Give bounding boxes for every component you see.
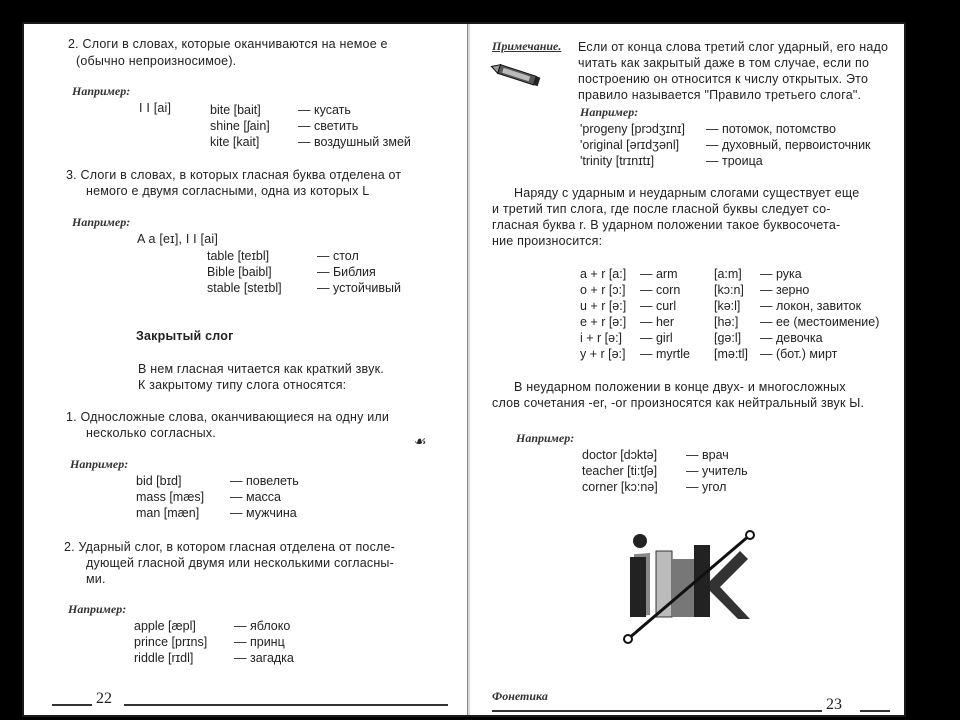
- ornament-icon: ☙: [414, 433, 427, 449]
- letter-combination: i + r [ə:]: [580, 331, 623, 345]
- closed-item1-line2: несколько согласных.: [86, 426, 216, 440]
- russian-translation: — потомок, потомство: [706, 122, 836, 136]
- russian-translation: — воздушный змей: [298, 135, 411, 149]
- russian-translation: — масса: [230, 490, 281, 504]
- russian-translation: — локон, завиток: [760, 299, 862, 313]
- closed-item2-line2: дующей гласной двумя или несколькими согласны-: [86, 556, 394, 570]
- item2-line2: (обычно непроизносимое).: [76, 54, 237, 68]
- example-label: Например:: [72, 215, 131, 229]
- english-word: doctor [dɔktə]: [582, 448, 658, 462]
- russian-translation: — яблоко: [234, 619, 291, 633]
- letter-combination: u + r [ə:]: [580, 299, 627, 313]
- section-title: Закрытый слог: [136, 329, 234, 343]
- russian-translation: — угол: [686, 480, 727, 494]
- russian-translation: — учитель: [686, 464, 748, 478]
- letters-illustration: [622, 529, 762, 644]
- russian-translation: — светить: [298, 119, 359, 133]
- note-line: построению он относится к числу открытых. Это: [578, 72, 869, 86]
- transcription: [gə:l]: [714, 331, 742, 345]
- example-word: — her: [640, 315, 675, 329]
- english-word: teacher [ti:tʃə]: [582, 464, 658, 478]
- english-word: 'progeny [prɔdʒɪnɪ]: [580, 122, 685, 136]
- example-word: — corn: [640, 283, 681, 297]
- example-label: Например:: [516, 431, 575, 445]
- page-number: 22: [96, 690, 112, 707]
- english-word: apple [æpl]: [134, 619, 196, 633]
- example-label: Например:: [580, 105, 639, 119]
- russian-translation: — кусать: [298, 103, 351, 117]
- item3-line2: немого е двумя согласными, одна из которых L: [86, 184, 370, 198]
- english-word: shine [ʃain]: [210, 119, 270, 133]
- russian-translation: — мужчина: [230, 506, 297, 520]
- transcription: [kɔ:n]: [714, 283, 744, 297]
- item2-line1: 2. Слоги в словах, которые оканчиваются на немое е: [68, 37, 388, 51]
- closed-item1-line1: 1. Односложные слова, оканчивающиеся на одну или: [66, 410, 390, 424]
- english-word: 'trinity [trɪnɪtɪ]: [580, 154, 655, 168]
- left-page: [24, 24, 468, 715]
- russian-translation: — зерно: [760, 283, 810, 297]
- example-word: — arm: [640, 267, 678, 281]
- example-label: Например:: [70, 457, 129, 471]
- paragraph-line: гласная буква r. В ударном положении такое буквосочета-: [492, 218, 841, 232]
- letter-combination: a + r [a:]: [580, 267, 627, 281]
- footer-rule: [52, 704, 92, 706]
- russian-translation: — стол: [317, 249, 359, 263]
- russian-translation: — врач: [686, 448, 729, 462]
- book-spread: [22, 22, 906, 717]
- closed-item2-line1: 2. Ударный слог, в котором гласная отделена от после-: [64, 540, 396, 554]
- section-description: В нем гласная читается как краткий звук.: [138, 362, 384, 376]
- note-line: правило называется "Правило третьего слога".: [578, 88, 862, 102]
- russian-translation: — ее (местоимение): [760, 315, 880, 329]
- paragraph-line: ние произносится:: [492, 234, 603, 248]
- example-label: Например:: [68, 602, 127, 616]
- note-line: Если от конца слова третий слог ударный, его надо: [578, 40, 889, 54]
- english-word: kite [kait]: [210, 135, 260, 149]
- example-word: — myrtle: [640, 347, 690, 361]
- russian-translation: — Библия: [317, 265, 376, 279]
- russian-translation: — устойчивый: [317, 281, 401, 295]
- english-word: bite [bait]: [210, 103, 261, 117]
- example-word: — curl: [640, 299, 677, 313]
- letter-combination: o + r [ɔ:]: [580, 283, 626, 297]
- english-word: Bible [baibl]: [207, 265, 272, 279]
- example-header: I I [ai]: [139, 101, 172, 115]
- closed-item2-line3: ми.: [86, 572, 106, 586]
- example-label: Например:: [72, 84, 131, 98]
- footer-rule: [492, 710, 822, 712]
- section-description: К закрытому типу слога относятся:: [138, 378, 347, 392]
- pencil-icon: [488, 60, 544, 90]
- note-line: читать как закрытый даже в том случае, если по: [578, 56, 870, 70]
- footer-rule: [860, 710, 890, 712]
- english-word: prince [prɪns]: [134, 635, 208, 649]
- english-word: riddle [rɪdl]: [134, 651, 194, 665]
- english-word: stable [steɪbl]: [207, 281, 282, 295]
- russian-translation: — троица: [706, 154, 763, 168]
- english-word: man [mæn]: [136, 506, 200, 520]
- english-word: mass [mæs]: [136, 490, 205, 504]
- english-word: table [teɪbl]: [207, 249, 270, 263]
- english-word: 'original [ərɪdʒənl]: [580, 138, 680, 152]
- item3-line1: 3. Слоги в словах, в которых гласная буква отделена от: [66, 168, 402, 182]
- transcription: [mə:tl]: [714, 347, 749, 361]
- paragraph-line: слов сочетания -er, -or произносятся как нейтральный звук Ы.: [492, 396, 865, 410]
- paragraph-line: и третий тип слога, где после гласной буквы следует со-: [492, 202, 831, 216]
- english-word: bid [bɪd]: [136, 474, 182, 488]
- example-word: — girl: [640, 331, 673, 345]
- russian-translation: — (бот.) мирт: [760, 347, 838, 361]
- russian-translation: — повелеть: [230, 474, 299, 488]
- transcription: [a:m]: [714, 267, 742, 281]
- example-header: A a [eɪ], I I [ai]: [137, 232, 219, 246]
- transcription: [hə:]: [714, 315, 739, 329]
- transcription: [kə:l]: [714, 299, 741, 313]
- page-number: 23: [826, 696, 842, 713]
- footer-label: Фонетика: [492, 689, 548, 703]
- letter-combination: e + r [ə:]: [580, 315, 627, 329]
- footer-rule: [124, 704, 448, 706]
- russian-translation: — девочка: [760, 331, 823, 345]
- paragraph-line: Наряду с ударным и неударным слогами существует еще: [514, 186, 860, 200]
- english-word: corner [kɔ:nə]: [582, 480, 658, 494]
- paragraph-line: В неударном положении в конце двух- и многосложных: [514, 380, 846, 394]
- right-page: [470, 24, 906, 715]
- russian-translation: — загадка: [234, 651, 294, 665]
- russian-translation: — духовный, первоисточник: [706, 138, 871, 152]
- russian-translation: — принц: [234, 635, 285, 649]
- note-label: Примечание.: [492, 39, 562, 53]
- letter-combination: y + r [ə:]: [580, 347, 626, 361]
- russian-translation: — рука: [760, 267, 802, 281]
